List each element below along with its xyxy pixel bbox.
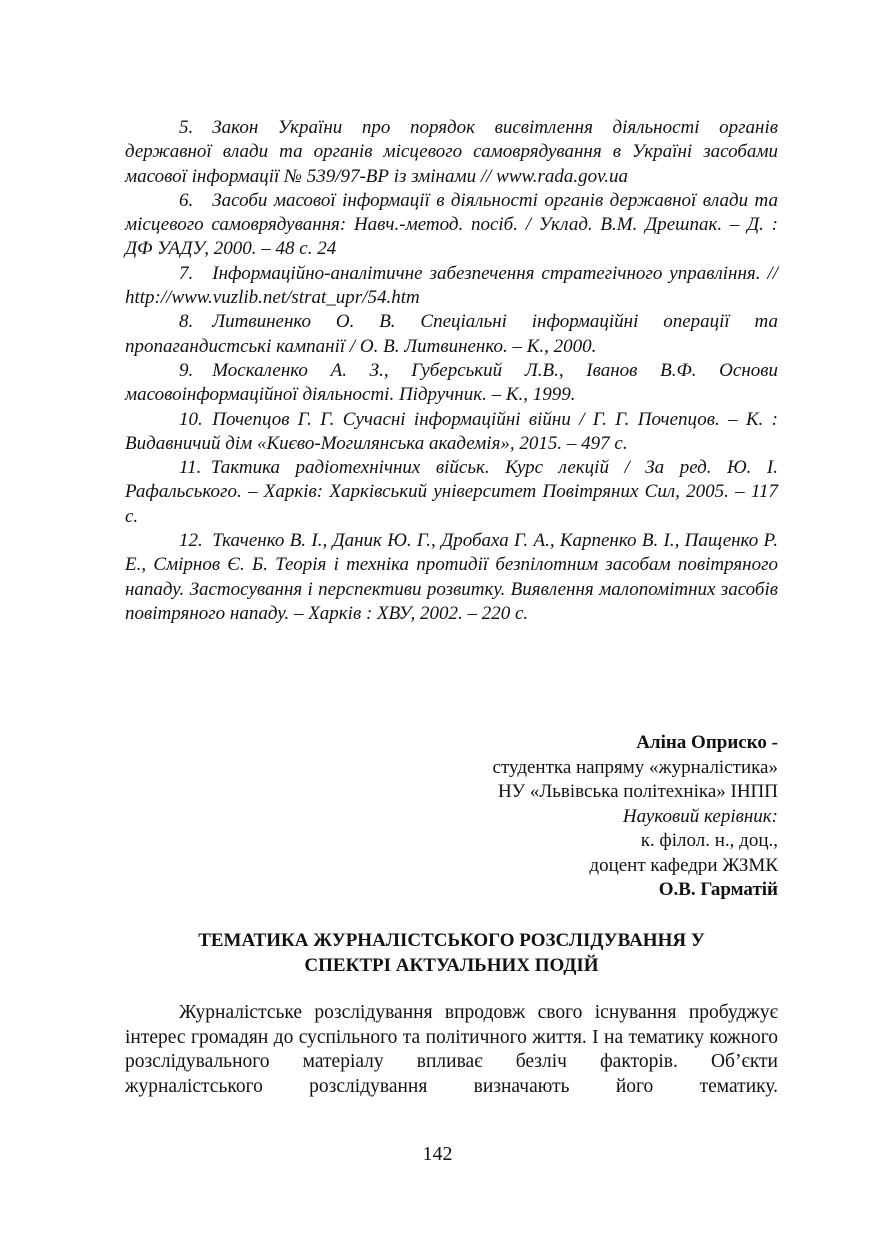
supervisor-degree: к. філол. н., доц.,	[640, 830, 778, 851]
supervisor-label: Науковий керівник:	[622, 805, 778, 827]
reference-item-6: 6. Засоби масової інформації в діяльності органів державної влади та місцевого самоврядування: Навч.-метод. посіб. / Уклад. В.М. Дрешпак. – Д. : ДФ УАДУ, 2000. – 48 с. 24	[125, 189, 778, 260]
reference-item-5: 5. Закон України про порядок висвітлення діяльності органів державної влади та органів місцевого самоврядування в Україні засобами масової інформації № 539/97-ВР із змінами // www.rada.gov.ua	[125, 117, 778, 187]
reference-item-10: 10. Почепцов Г. Г. Сучасні інформаційні війни / Г. Г. Почепцов. – К. : Видавничий дім «Києво-Могилянська академія», 2015. – 497 с.	[125, 408, 778, 454]
reference-item-8: 8. Литвиненко О. В. Спеціальні інформаційні операції та пропагандистські кампанії / О. В. Литвиненко. – К., 2000.	[125, 311, 778, 357]
author-institution: НУ «Львівська політехніка» ІНПП	[497, 781, 778, 802]
article-paragraph: Журналістське розслідування впродовж свого існування пробуджує інтерес громадян до суспільного та політичного життя. І на тематику кожного розслідувального матеріалу впливає безліч факторів. Об’єкти журналістського розслідування визначають його тематику.	[125, 1002, 778, 1097]
supervisor-position: доцент кафедри ЖЗМК	[589, 854, 778, 876]
reference-list	[125, 116, 778, 626]
article-title-line-2: СПЕКТРІ АКТУАЛЬНИХ ПОДІЙ	[304, 954, 599, 976]
supervisor-name: О.В. Гарматій	[658, 879, 778, 900]
reference-item-9: 9. Москаленко А. З., Губерський Л.В., Іванов В.Ф. Основи масовоінформаційної діяльності. Підручник. – К., 1999.	[125, 359, 778, 406]
author-name: Аліна Оприско -	[636, 732, 778, 753]
article-title-line-1: ТЕМАТИКА ЖУРНАЛІСТСЬКОГО РОЗСЛІДУВАННЯ У	[198, 930, 705, 951]
article-title	[125, 929, 778, 978]
author-role: студентка напряму «журналістика»	[492, 756, 778, 778]
reference-item-12: 12. Ткаченко В. І., Даник Ю. Г., Дробаха Г. А., Карпенко В. І., Пащенко Р. Е., Смірнов Є. Б. Теорія і техніка протидії безпілотним засобам повітряного нападу. Застосування і перспективи розвитку. Виявлення малопомітних засобів повітряного нападу. – Харків : ХВУ, 2002. – 220 с.	[125, 530, 778, 624]
reference-item-7: 7. Інформаційно-аналітичне забезпечення стратегічного управління. // http://www.vuzlib.net/strat_upr/54.htm	[125, 262, 778, 309]
author-info	[258, 731, 778, 903]
page-number: 142	[422, 1143, 453, 1165]
reference-item-11: 11. Тактика радіотехнічних військ. Курс лекцій / За ред. Ю. І. Рафальського. – Харків: Харківський університет Повітряних Сил, 2005. – 117 с.	[125, 457, 778, 527]
